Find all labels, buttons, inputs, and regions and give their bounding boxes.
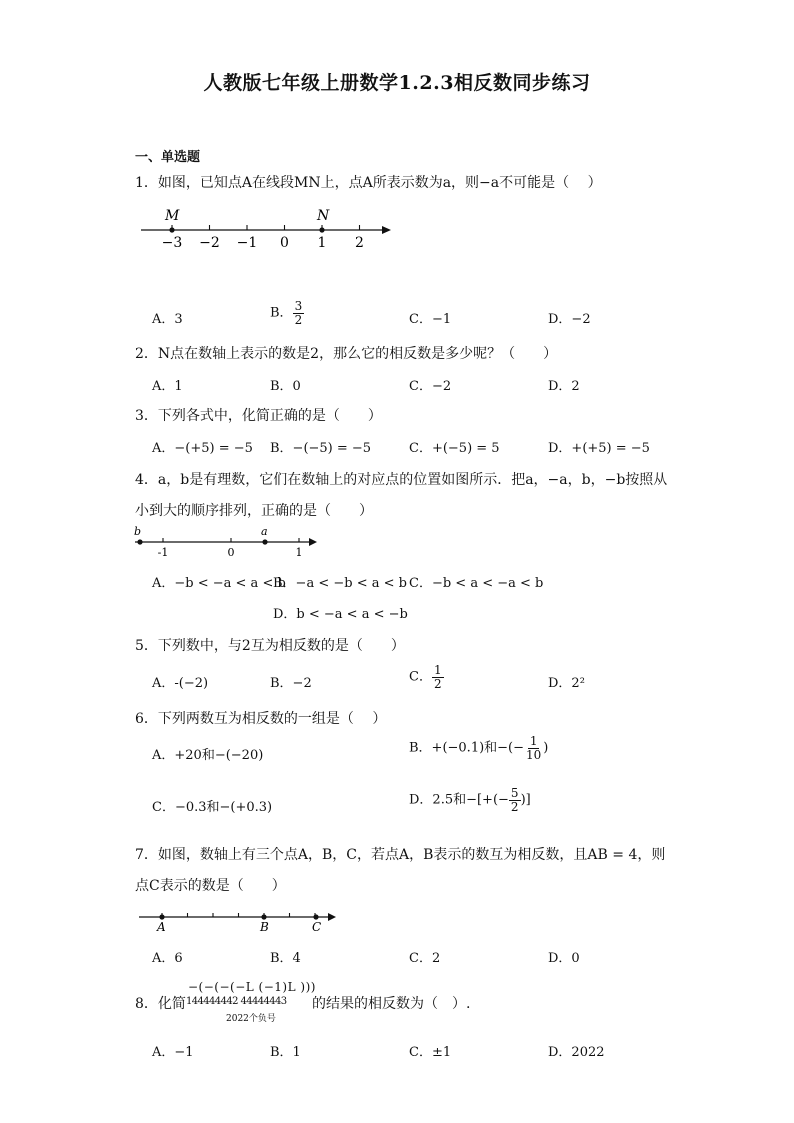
q7-option-c[interactable]: C．2 — [409, 951, 441, 966]
q6-option-b-prefix: B．+(−0.1)和−(− — [409, 740, 525, 756]
q1-option-b[interactable] — [270, 300, 304, 326]
q8-option-a[interactable]: A．−1 — [152, 1045, 194, 1060]
q1-option-b-prefix: B． — [270, 305, 293, 321]
label-n: N — [317, 208, 330, 224]
question-7-text-line2: 点C表示的数是（ ） — [135, 878, 286, 894]
fraction — [432, 664, 444, 690]
point-n — [319, 227, 324, 232]
q6-option-a[interactable]: A．+20和−(−20) — [152, 748, 264, 763]
q4-option-c[interactable]: C．−b < a < −a < b — [409, 576, 544, 591]
denominator: 10 — [526, 747, 542, 762]
q3-option-c[interactable]: C．+(−5) = 5 — [409, 441, 500, 456]
q3-option-b[interactable]: B．−(−5) = −5 — [270, 441, 372, 456]
axis-arrow — [328, 913, 336, 921]
q2-option-d[interactable]: D．2 — [548, 379, 580, 394]
question-4-text-line2: 小到大的顺序排列，正确的是（ ） — [135, 503, 373, 519]
label-a: a — [261, 525, 268, 538]
question-4-text-line1: 4．a，b是有理数，它们在数轴上的对应点的位置如图所示．把a，−a，b，−b按照从 — [135, 472, 668, 488]
question-8-prefix: 8．化简 — [135, 996, 186, 1012]
q5-option-c-prefix: C． — [409, 669, 432, 685]
q4-option-d[interactable]: D．b < −a < a < −b — [273, 607, 408, 622]
question-5-text: 5．下列数中，与2互为相反数的是（ ） — [135, 638, 405, 654]
q2-option-c[interactable]: C．−2 — [409, 379, 452, 394]
tick-label: −1 — [236, 235, 258, 251]
tick-label: 2 — [355, 235, 364, 251]
question-4-number-line — [130, 524, 325, 560]
numerator: 5 — [510, 786, 519, 800]
axis-arrow — [382, 226, 391, 234]
label-b: b — [134, 525, 142, 538]
q1-option-c[interactable]: C．−1 — [409, 312, 452, 327]
q5-option-b[interactable]: B．−2 — [270, 676, 312, 691]
q2-option-a[interactable]: A．1 — [152, 379, 183, 394]
fraction — [524, 735, 543, 761]
numerator: 1 — [433, 663, 442, 677]
q7-option-a[interactable]: A．6 — [152, 951, 183, 966]
q7-option-d[interactable]: D．0 — [548, 951, 580, 966]
q8-brace: 144444442 44444443 — [186, 996, 287, 1007]
axis-arrow — [309, 538, 317, 546]
q5-option-d[interactable]: D．2² — [548, 676, 585, 691]
q5-option-a[interactable]: A．-(−2) — [152, 676, 209, 691]
q8-option-b[interactable]: B．1 — [270, 1045, 301, 1060]
point-a — [262, 539, 267, 544]
q2-option-b[interactable]: B．0 — [270, 379, 301, 394]
q4-option-b[interactable]: B．−a < −b < a < b — [273, 576, 407, 591]
q6-option-d[interactable] — [409, 787, 531, 813]
question-2-text: 2．N点在数轴上表示的数是2，那么它的相反数是多少呢？（ ） — [135, 346, 558, 362]
point-m — [169, 227, 174, 232]
q7-option-b[interactable]: B．4 — [270, 951, 301, 966]
denominator: 2 — [294, 312, 303, 327]
fraction — [509, 787, 521, 813]
tick-label: 0 — [227, 546, 235, 559]
question-8-suffix: 的结果的相反数为（ ）. — [312, 996, 471, 1012]
question-7-text-line1: 7．如图，数轴上有三个点A，B，C，若点A，B表示的数互为相反数，且AB = 4，则 — [135, 847, 666, 863]
point-b — [137, 539, 142, 544]
label-a: A — [157, 920, 166, 934]
point-a — [159, 914, 164, 919]
q6-option-d-suffix: )] — [520, 792, 531, 808]
numerator: 3 — [294, 299, 303, 313]
q6-option-d-prefix: D．2.5和−[+(− — [409, 792, 509, 808]
q4-option-a[interactable]: A．−b < −a < a < b — [152, 576, 286, 591]
page-title: 人教版七年级上册数学1.2.3相反数同步练习 — [203, 72, 591, 94]
denominator: 2 — [510, 799, 519, 814]
q1-option-a[interactable]: A．3 — [152, 312, 183, 327]
tick-label: 0 — [280, 235, 289, 251]
numerator: 1 — [529, 734, 538, 748]
section-heading: 一、单选题 — [135, 150, 201, 165]
point-c — [313, 914, 318, 919]
q8-brace-note: 2022个负号 — [226, 1014, 276, 1024]
q8-expression: −(−(−(−L (−1)L ))) — [188, 980, 316, 994]
question-1-text: 1．如图，已知点A在线段MN上，点A所表示数为a，则−a不可能是（ ） — [135, 175, 602, 191]
fraction — [293, 300, 305, 326]
q5-option-c[interactable] — [409, 664, 444, 690]
q8-option-d[interactable]: D．2022 — [548, 1045, 605, 1060]
tick-label: 1 — [295, 546, 303, 559]
q8-option-c[interactable]: C．±1 — [409, 1045, 452, 1060]
denominator: 2 — [433, 676, 442, 691]
q6-option-c[interactable]: C．−0.3和−(+0.3) — [152, 800, 273, 815]
q6-option-b-suffix: ) — [543, 740, 549, 756]
q6-option-b[interactable] — [409, 735, 548, 761]
tick-label: 1 — [317, 235, 327, 251]
tick-label: −2 — [199, 235, 220, 251]
q3-option-d[interactable]: D．+(+5) = −5 — [548, 441, 650, 456]
question-1-number-line — [135, 200, 395, 255]
tick-label: −3 — [161, 235, 183, 251]
question-3-text: 3．下列各式中，化简正确的是（ ） — [135, 408, 382, 424]
label-c: C — [312, 920, 322, 934]
label-m: M — [165, 208, 180, 224]
label-b: B — [260, 920, 269, 934]
q3-option-a[interactable]: A．−(+5) = −5 — [152, 441, 253, 456]
question-7-number-line — [135, 906, 345, 938]
point-b — [261, 914, 266, 919]
tick-label: -1 — [157, 546, 169, 559]
question-6-text: 6．下列两数互为相反数的一组是（ ） — [135, 711, 387, 727]
q1-option-d[interactable]: D．−2 — [548, 312, 591, 327]
